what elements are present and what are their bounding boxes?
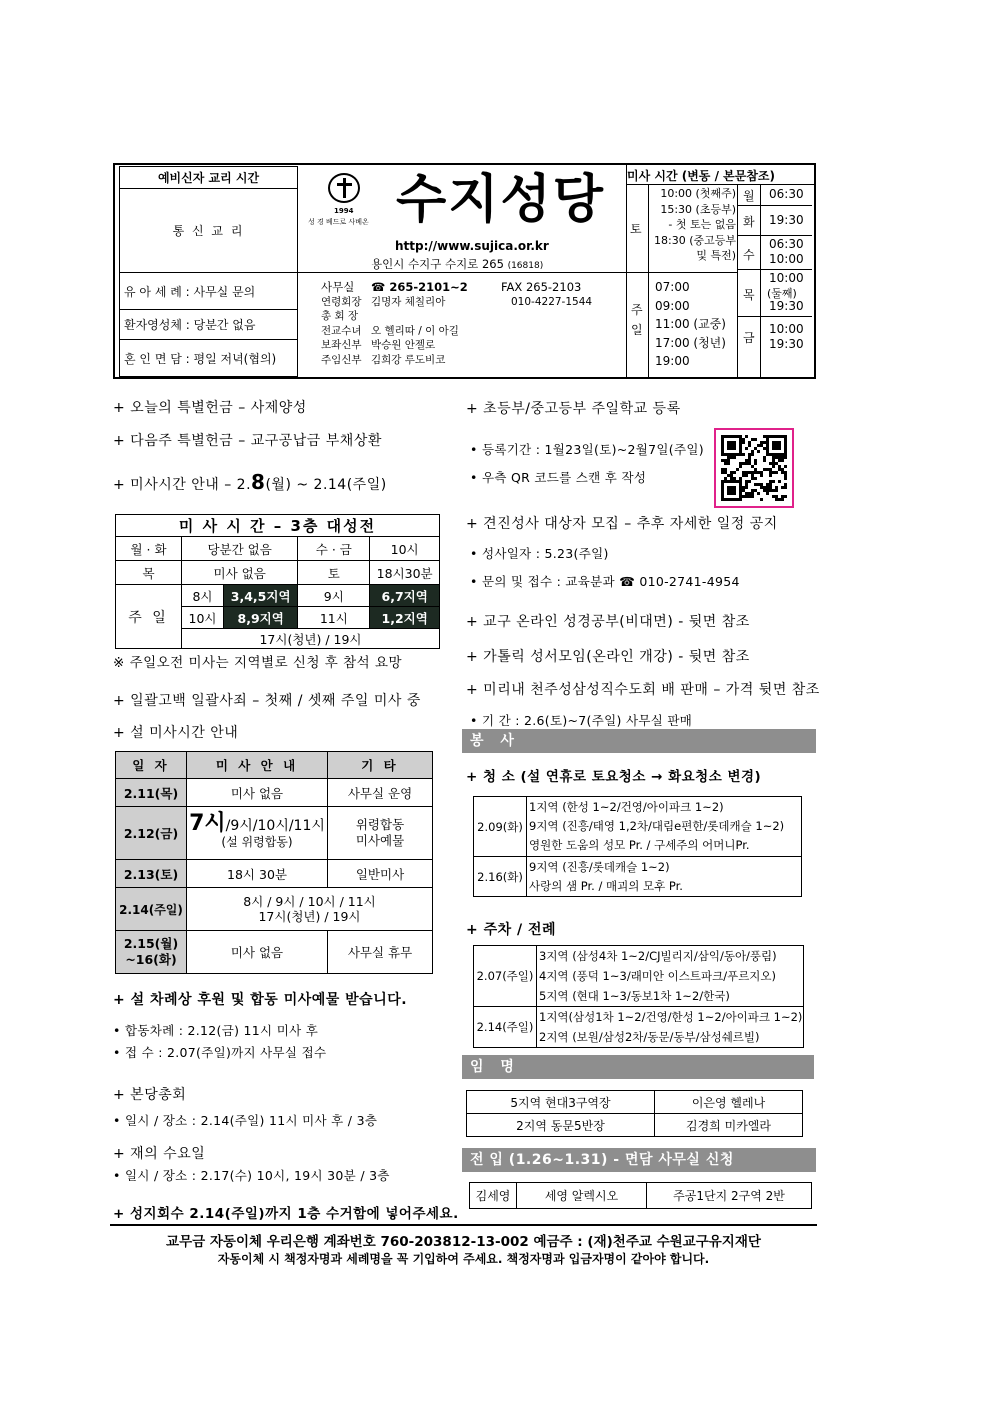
logo-year: 1994 bbox=[334, 207, 354, 215]
logo-text: 성 경 베드로 사베온 bbox=[308, 218, 369, 226]
contact-pastor: 주임신부 김희강 루도비코 bbox=[321, 353, 446, 366]
weekday-schedule: 월 06:30 화 19:30 수 06:30 10:00 목 10:00 (둘째) 19:30 금 10:00 19:30 bbox=[737, 184, 812, 357]
section-appointment: 임 명 bbox=[462, 1055, 814, 1079]
contacts-block bbox=[321, 280, 621, 367]
sun-label: 주 일 bbox=[631, 303, 643, 337]
joint-ritual: • 합동차례 : 2.12(금) 11시 미사 후 bbox=[113, 1023, 319, 1038]
mass-schedule-table: 미 사 시 간 – 3층 대성전 월 · 화 당분간 없음 수 · 금 10시 목 미사 없음 토 18시30분 주 일 8시 3,4,5지역 9시 6,7지역 10시 8,9지역 11시 1,2지역 17시(청년) / 19시 bbox=[115, 514, 440, 649]
contact-sisters: 전교수녀 오 헬리따 / 이 아길 bbox=[321, 324, 459, 337]
mass-title: 미사 시간 (변동 / 본문참조) bbox=[627, 169, 775, 183]
sunday-note: ※ 주일오전 미사는 지역별로 신청 후 참석 요망 bbox=[113, 655, 403, 671]
notice-seol-offering: + 설 차례상 후원 및 합동 미사예물 받습니다. bbox=[113, 992, 408, 1008]
footer-bank-info: 교무금 자동이체 우리은행 계좌번호 760-203812-13-002 예금주 : (재)천주교 수원교구유지재단 bbox=[166, 1234, 761, 1250]
footer-note: 자동이체 시 책정자명과 세례명을 꼭 기입하여 주세요. 책정자명과 입금자명이 같아야 합니다. bbox=[217, 1252, 710, 1266]
cleaning-table: 2.09(화) 1지역 (한성 1~2/건영/아이파크 1~2) 9지역 (진흥/태영 1,2차/대림e편한/롯데캐슬 1~2) 영원한 도움의 성모 Pr. / 구세주의 어머니Pr. 2.16(화) 9지역 (진흥/롯데캐슬 1~2) 사랑의 샘 Pr. / 매괴의 모후 Pr. bbox=[473, 796, 802, 897]
notice-special-offering: + 오늘의 특별헌금 – 사제양성 bbox=[113, 400, 307, 416]
pear-sale-period: • 기 간 : 2.6(토)~7(주일) 사무실 판매 bbox=[470, 713, 693, 728]
contact-funeral: 연령회장 김명자 체칠리아 010-4227-1544 bbox=[321, 295, 593, 308]
seol-mass-table: 일 자 미 사 안 내 기 타 2.11(목) 미사 없음 사무실 운영 2.12(금) 7시/9시/10시/11시 (설 위령합동) 위령합동 미사예물 2.13(토) 18시 30분 일반미사 2.14(주일) 8시 / 9시 / 10시 / 11시 17시(청년) / 19시 2.15(월) ~16(화) 미사 없음 사무실 휴무 bbox=[115, 751, 433, 974]
notice-ash-wednesday: + 재의 수요일 bbox=[113, 1146, 206, 1162]
parish-logo-icon bbox=[328, 173, 360, 203]
infant-baptism: 유 아 세 례 : 사무실 문의 bbox=[120, 273, 298, 310]
appointment-table: 5지역 현대3구역장 이은영 헬레나 2지역 동문5반장 김경희 미카엘라 bbox=[466, 1090, 803, 1137]
notice-cleaning: + 청 소 (설 연휴로 토요청소 → 화요청소 변경) bbox=[466, 769, 762, 785]
transfer-table: 김세영 세영 알렉시오 주공1단지 2구역 2반 bbox=[469, 1182, 812, 1209]
notice-parking-liturgy: + 주차 / 전례 bbox=[466, 922, 557, 938]
catechism-time-label: 예비신자 교리 시간 bbox=[120, 167, 298, 189]
confirmation-date: • 성사일자 : 5.23(주일) bbox=[470, 546, 609, 561]
notice-bible-study: + 교구 온라인 성경공부(비대면) - 뒷면 참조 bbox=[466, 614, 750, 630]
notice-parish-assembly: + 본당총회 bbox=[113, 1087, 187, 1103]
registration-period: • 등록기간 : 1월23일(토)~2월7일(주일) bbox=[470, 442, 704, 457]
parish-title: 수지성당 bbox=[396, 170, 605, 230]
contact-president: 총 회 장 bbox=[321, 310, 359, 322]
parish-address: 용인시 수지구 수지로 265 (16818) bbox=[371, 257, 544, 271]
divider bbox=[298, 272, 626, 273]
catechism-info-table bbox=[119, 166, 298, 377]
footer-divider bbox=[110, 1224, 817, 1226]
notice-pear-sale: + 미리내 천주성삼성직수도회 배 판매 – 가격 뒷면 참조 bbox=[466, 682, 820, 698]
parish-url[interactable]: http://www.sujica.or.kr bbox=[395, 239, 549, 253]
notice-confirmation: + 견진성사 대상자 모집 – 추후 자세한 일정 공지 bbox=[466, 516, 778, 532]
notice-sunday-school: + 초등부/중고등부 주일학교 등록 bbox=[466, 401, 681, 417]
sick-communion: 환자영성체 : 당분간 없음 bbox=[120, 310, 298, 340]
confirmation-contact: • 문의 및 접수 : 교육분과 ☎ 010-2741-4954 bbox=[470, 574, 740, 589]
parking-table: 2.07(주일) 3지역 (삼성4차 1~2/CJ빌리지/삼익/동아/풍림) 4지역 (풍덕 1~3/래미안 이스트파크/푸르지오) 5지역 (현대 1~3/동보1차 1~2/한국) 2.14(주일) 1지역(삼성1차 1~2/건영/한성 1~2/아이파크 1~2) 2지역 (보원/삼성2차/동문/동부/삼성쉐르빌) bbox=[473, 945, 804, 1048]
notice-seol-mass: + 설 미사시간 안내 bbox=[113, 725, 239, 741]
notice-bible-group: + 가톨릭 성서모임(온라인 개강) - 뒷면 참조 bbox=[466, 649, 750, 665]
qr-code-icon[interactable] bbox=[714, 428, 794, 508]
section-transfer: 전 입 (1.26~1.31) - 면담 사무실 신청 bbox=[462, 1148, 816, 1172]
sat-label: 토 bbox=[630, 222, 642, 236]
assembly-info: • 일시 / 장소 : 2.14(주일) 11시 미사 후 / 3층 bbox=[113, 1113, 378, 1128]
marriage-interview: 혼 인 면 담 : 평일 저녁(협의) bbox=[120, 340, 298, 377]
sat-times: 10:00 (첫째주) 15:30 (초등부) - 첫 토는 없음 18:30 (중고등부 및 특전) bbox=[654, 187, 736, 262]
notice-general-absolution: + 일괄고백 일괄사죄 – 첫째 / 셋째 주일 미사 중 bbox=[113, 693, 421, 709]
ash-wednesday-info: • 일시 / 장소 : 2.17(수) 10시, 19시 30분 / 3층 bbox=[113, 1168, 390, 1183]
contact-assistant-priest: 보좌신부 박승원 안젤로 bbox=[321, 339, 436, 351]
qr-instruction: • 우측 QR 코드를 스캔 후 작성 bbox=[470, 470, 647, 485]
reception: • 접 수 : 2.07(주일)까지 사무실 접수 bbox=[113, 1045, 327, 1060]
correspondence-catechism: 통 신 교 리 bbox=[120, 189, 298, 273]
notice-mass-schedule: + 미사시간 안내 – 2.8(월) ~ 2.14(주일) bbox=[113, 470, 387, 494]
notice-next-offering: + 다음주 특별헌금 – 교구공납금 부채상환 bbox=[113, 433, 382, 449]
sun-times: 07:00 09:00 11:00 (교중) 17:00 (청년) 19:00 bbox=[655, 280, 726, 368]
section-service: 봉 사 bbox=[462, 729, 816, 753]
notice-palm-collection: + 성지회수 2.14(주일)까지 1층 수거함에 넣어주세요. bbox=[113, 1206, 459, 1222]
contact-office: 사무실 ☎ 265-2101~2 FAX 265-2103 bbox=[321, 280, 582, 294]
mass-table-title: 미 사 시 간 – 3층 대성전 bbox=[116, 515, 440, 537]
